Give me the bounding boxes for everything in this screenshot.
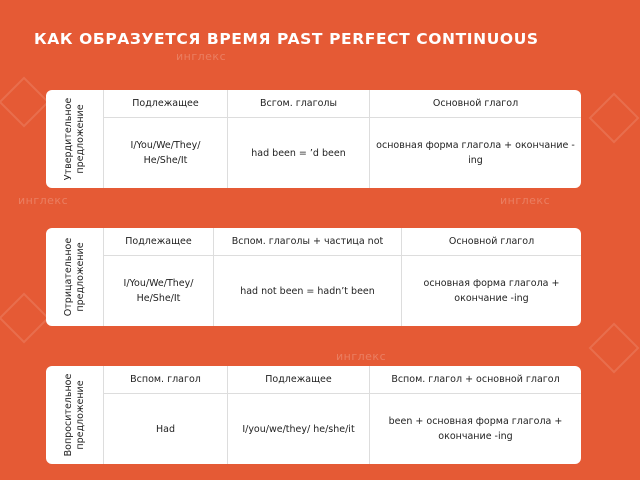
background-pattern-shape	[589, 93, 640, 144]
question-table	[46, 366, 581, 464]
watermark-text: инглекс	[176, 50, 227, 63]
table-cell: I/You/We/They/ He/She/It	[104, 256, 214, 326]
table-cell: had been = ’d been	[228, 118, 370, 188]
table-side-label: Вопросительное предложение	[46, 366, 104, 464]
negative-table	[46, 228, 581, 326]
table-header: Вспом. глагол	[104, 366, 228, 394]
table-side-label: Утвердительное предложение	[46, 90, 104, 188]
background-pattern-shape	[589, 323, 640, 374]
table-cell: been + основная форма глагола + окончание -ing	[388, 416, 563, 442]
background-pattern-shape	[0, 293, 49, 344]
table-header: Вспом. глаголы + частица not	[214, 228, 402, 256]
table-cell: Had	[104, 394, 228, 464]
table-cell: I/you/we/they/ he/she/it	[228, 394, 370, 464]
watermark-text: инглекс	[18, 194, 69, 207]
table-header: Подлежащее	[104, 90, 228, 118]
table-header: Основной глагол	[370, 90, 581, 118]
table-header: Основной глагол	[402, 228, 581, 256]
table-header: Подлежащее	[228, 366, 370, 394]
page-title: КАК ОБРАЗУЕТСЯ ВРЕМЯ PAST PERFECT CONTINUOUS	[34, 30, 539, 48]
table-cell: had not been = hadn’t been	[214, 256, 402, 326]
table-header: Всгом. глаголы	[228, 90, 370, 118]
table-cell: основная форма глагола + окончание -ing	[376, 140, 575, 166]
watermark-text: инглекс	[336, 350, 387, 363]
affirmative-table	[46, 90, 581, 188]
table-header: Вспом. глагол + основной глагол	[370, 366, 581, 394]
watermark-text: инглекс	[500, 194, 551, 207]
table-cell: I/You/We/They/ He/She/It	[104, 118, 228, 188]
background-pattern-shape	[0, 77, 49, 128]
table-side-label: Отрицательное предложение	[46, 228, 104, 326]
table-header: Подлежащее	[104, 228, 214, 256]
table-cell: основная форма глагола + окончание -ing	[423, 278, 560, 304]
